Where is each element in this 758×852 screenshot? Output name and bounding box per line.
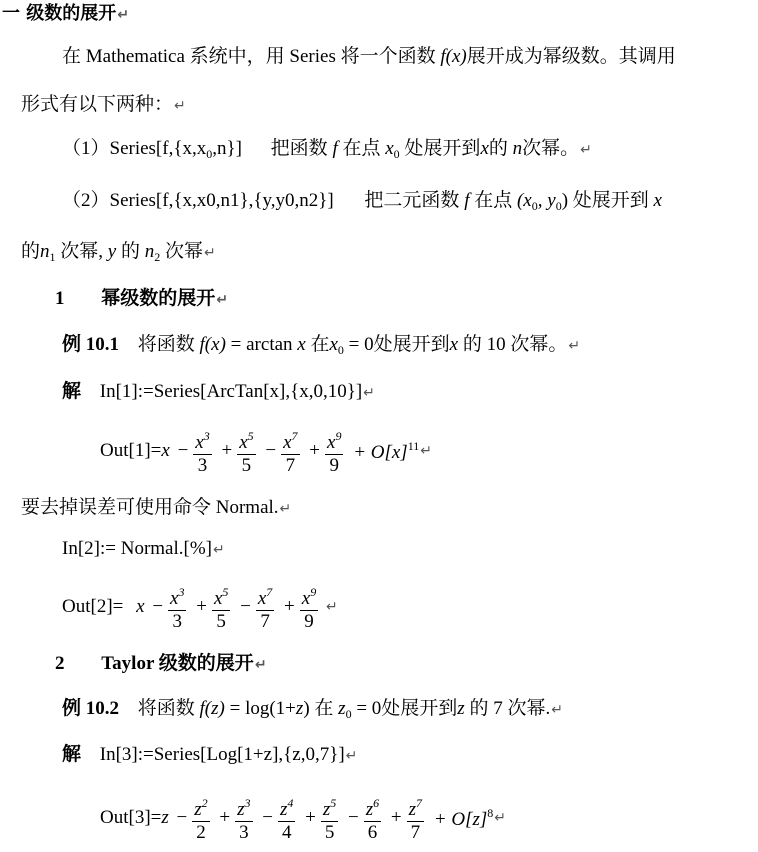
paragraph-mark-icon: ↵ xyxy=(420,443,432,459)
fraction-term: $\frac{z^4}{4}$ xyxy=(278,792,295,844)
form-1: $(1)Series[f,\{x,x_0,n\}]$ 把函数 f 在点 $x_0$ 处展开到x的 n次幂。↵ xyxy=(62,138,592,161)
form-2-continued: 的$n_1$ 次幂, y 的 $n_2$ 次幂↵ xyxy=(21,241,216,264)
solution-1-input: 解 In[1]:=Series[ArcTan[x],{x,0,10}]↵ xyxy=(62,381,375,402)
fraction-term: $\frac{z^3}{3}$ xyxy=(235,792,252,844)
solution-1-output: Out[1]=x − $\frac{x^3}{3}$ + $\frac{x^5}{5}$ − $\frac{x^7}{7}$ + $\frac{x^9}{9}$ + $O[x]^{11}↵$ xyxy=(100,425,432,477)
input-2: In[2]:= Normal.[%]↵ xyxy=(62,538,225,559)
fraction-term: $\frac{x^3}{3}$ xyxy=(168,581,186,633)
example-10-1: 例 10.1 将函数 f(x) = arctan x 在$x_0 = 0$处展开到x 的 10 次幂。↵ xyxy=(62,334,581,357)
fraction-term: $\frac{x^9}{9}$ xyxy=(300,581,318,633)
form-2: （2）Series[f,{x,x0,n1},{y,y0,n2}] 把二元函数 f 在点 ($x_0$, $y_0$) 处展开到 x xyxy=(62,190,662,213)
example-10-2: 例 10.2 将函数 f(z) = log(1+z) 在 $z_0 = 0$处展开到z 的 7 次幂.↵ xyxy=(62,698,563,721)
fraction-term: $\frac{z^6}{6}$ xyxy=(364,792,381,844)
paragraph-mark-icon: ↵ xyxy=(254,657,267,673)
paragraph-mark-icon: ↵ xyxy=(494,810,506,826)
paragraph-mark-icon: ↵ xyxy=(279,501,292,517)
paragraph-mark-icon: ↵ xyxy=(117,7,130,23)
section-title: 一 级数的展开↵ xyxy=(2,3,130,24)
normal-note: 要去掉误差可使用命令 Normal.↵ xyxy=(21,497,292,518)
paragraph-mark-icon: ↵ xyxy=(568,338,581,354)
paragraph-mark-icon: ↵ xyxy=(580,142,592,158)
paragraph-mark-icon: ↵ xyxy=(204,245,216,261)
paragraph-mark-icon: ↵ xyxy=(551,702,563,718)
fraction-term: $\frac{x^5}{5}$ xyxy=(212,581,230,633)
output-2: Out[2]= x − $\frac{x^3}{3}$ + $\frac{x^5}{5}$ − $\frac{x^7}{7}$ + $\frac{x^9}{9}$ ↵ xyxy=(62,581,338,633)
fraction-term: $\frac{x^7}{7}$ xyxy=(281,425,299,477)
solution-2-output: Out[3]=z − $\frac{z^2}{2}$ + $\frac{z^3}{3}$ − $\frac{z^4}{4}$ + $\frac{z^5}{5}$ − $\frac{z^6}{6}$ + $\frac{z^7}{7}$ + $O[z]^8↵$ xyxy=(100,792,506,844)
paragraph-mark-icon: ↵ xyxy=(174,98,186,114)
subsection-1-heading: 1 幂级数的展开↵ xyxy=(55,288,228,309)
paragraph-mark-icon: ↵ xyxy=(325,599,338,615)
fraction-term: $\frac{x^9}{9}$ xyxy=(325,425,343,477)
fraction-term: $\frac{z^7}{7}$ xyxy=(407,792,424,844)
fraction-term: $\frac{z^2}{2}$ xyxy=(192,792,209,844)
paragraph-mark-icon: ↵ xyxy=(345,748,358,764)
intro-line-2: 形式有以下两种：↵ xyxy=(21,94,186,115)
fraction-term: $\frac{z^5}{5}$ xyxy=(321,792,338,844)
paragraph-mark-icon: ↵ xyxy=(216,292,228,308)
paragraph-mark-icon: ↵ xyxy=(363,385,375,401)
fraction-term: $\frac{x^7}{7}$ xyxy=(256,581,274,633)
fraction-term: $\frac{x^3}{3}$ xyxy=(193,425,211,477)
subsection-2-heading: 2 Taylor 级数的展开↵ xyxy=(55,653,267,674)
solution-2-input: 解 In[3]:=Series[Log[1+z],{z,0,7}]↵ xyxy=(62,744,358,765)
intro-line-1: 在 Mathematica 系统中，用 Series 将一个函数 f(x)展开成为幂级数。其调用 xyxy=(62,46,676,67)
fraction-term: $\frac{x^5}{5}$ xyxy=(237,425,255,477)
paragraph-mark-icon: ↵ xyxy=(213,542,225,558)
